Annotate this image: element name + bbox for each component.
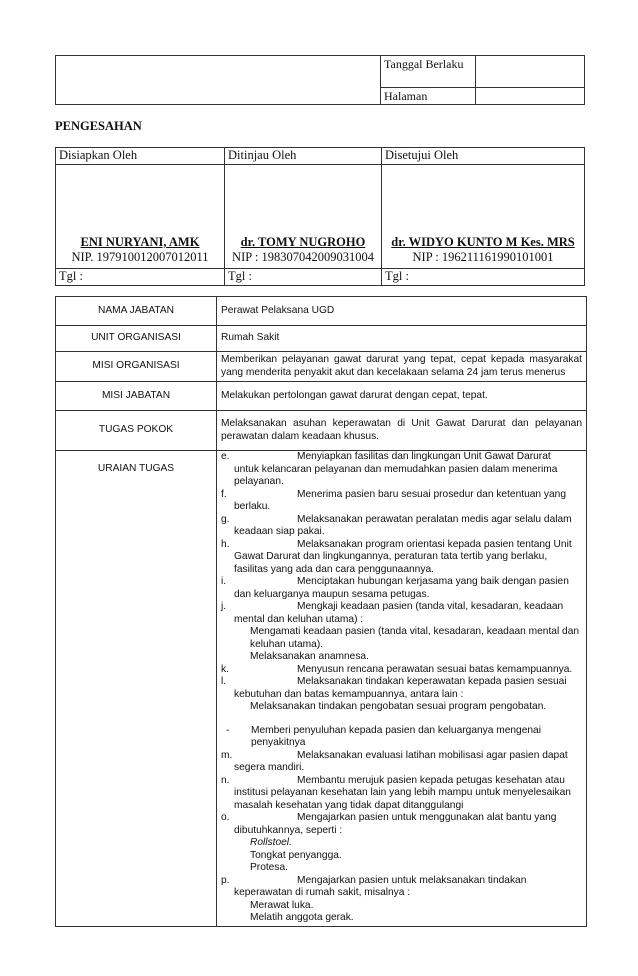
- task-letter: m.: [221, 749, 233, 761]
- task-first-line: Menyusun rencana perawatan sesuai batas kemampuannya.: [297, 663, 573, 675]
- task-first-line: Menyiapkan fasilitas dan lingkungan Unit Gawat Darurat: [297, 451, 551, 462]
- task-letter: p.: [221, 874, 230, 886]
- task-item-k: [221, 664, 582, 677]
- preparer-date: Tgl :: [56, 269, 225, 286]
- approver-name: dr. WIDYO KUNTO M Kes. MRS: [391, 235, 575, 249]
- task-first-line: Mengkaji keadaan pasien (tanda vital, kesadaran, keadaan: [297, 601, 564, 612]
- task-continuation: kebutuhan dan batas kemampuannya, antara lain :: [234, 688, 464, 700]
- reviewer-signature-block: [225, 165, 382, 269]
- misi-jabatan-label: MISI JABATAN: [56, 382, 217, 411]
- tanggal-berlaku-label: Tanggal Berlaku: [381, 56, 476, 88]
- task-subitem: Melaksanakan anamnesa.: [250, 651, 369, 662]
- task-subitem: Melatih anggota gerak.: [250, 912, 354, 923]
- task-item-m: [221, 750, 582, 775]
- task-item-o: [221, 812, 582, 875]
- task-letter: h.: [221, 538, 230, 550]
- task-item-l: [221, 676, 582, 750]
- task-first-line: Mengajarkan pasien untuk menggunakan alat bantu yang: [297, 812, 557, 823]
- task-item-f: [221, 489, 582, 514]
- approver-signature-block: [382, 165, 585, 269]
- task-continuation: keperawatan di rumah sakit, misalnya :: [234, 887, 411, 898]
- misi-organisasi-value: Memberikan pelayanan gawat darurat yang tepat, cepat kepada masyarakat yang menderita penyakit akut dan kecelakaan selama 24 jam terus menerus: [217, 352, 587, 382]
- task-first-line: Melaksanakan program orientasi kepada pasien tentang Unit: [297, 538, 572, 550]
- task-letter: j.: [221, 601, 227, 612]
- reviewed-by-header: Ditinjau Oleh: [225, 148, 382, 165]
- task-continuation: dan keluarganya maupun sesama petugas.: [234, 588, 430, 600]
- task-bullet-subitem: [221, 725, 582, 750]
- task-item-p: [221, 875, 582, 925]
- task-continuation: mental dan keluhan utama) :: [234, 613, 364, 625]
- task-continuation: segera mandiri.: [234, 762, 305, 773]
- task-continuation: institusi pelayanan kesehatan lain yang lebih mampu untuk menyelesaikan masalah kesehatan yang tidak dapat ditanggulangi: [234, 787, 571, 811]
- prepared-by-header: Disiapkan Oleh: [56, 148, 225, 165]
- task-first-line: Mengajarkan pasien untuk melaksanakan tindakan: [297, 874, 527, 886]
- task-letter: k.: [221, 663, 229, 675]
- unit-organisasi-value: Rumah Sakit: [217, 326, 587, 352]
- nama-jabatan-label: NAMA JABATAN: [56, 297, 217, 326]
- task-continuation: untuk kelancaran pelayanan dan memudahkan pasien dalam menerima pelayanan.: [234, 463, 558, 487]
- task-letter: g.: [221, 513, 230, 525]
- task-first-line: Menciptakan hubungan kerjasama yang baik dengan pasien: [297, 576, 569, 587]
- uraian-tugas-content: [217, 451, 587, 927]
- task-subitem: Memberi penyuluhan kepada pasien dan keluarganya mengenai penyakitnya: [251, 724, 541, 748]
- uraian-tugas-label: URAIAN TUGAS: [56, 451, 217, 927]
- task-continuation: berlaku.: [234, 501, 271, 512]
- task-letter: e.: [221, 451, 230, 462]
- task-first-line: Menerima pasien baru sesuai prosedur dan ketentuan yang: [297, 488, 567, 500]
- task-item-h: [221, 539, 582, 577]
- preparer-nip: NIP. 197910012007012011: [71, 250, 209, 264]
- reviewer-nip: NIP : 198307042009031004: [232, 250, 374, 264]
- task-first-line: Melaksanakan evaluasi latihan mobilisasi agar pasien dapat: [297, 749, 568, 761]
- approver-date: Tgl :: [382, 269, 585, 286]
- task-continuation: keadaan siap pakai.: [234, 526, 325, 537]
- task-letter: i.: [221, 576, 227, 587]
- task-subitem: Mengamati keadaan pasien (tanda vital, kesadaran, keadaan mental dan keluhan utama).: [250, 626, 580, 650]
- halaman-value: [476, 88, 585, 105]
- dash-marker: -: [226, 724, 230, 736]
- reviewer-name: dr. TOMY NUGROHO: [240, 235, 366, 249]
- tugas-pokok-value: Melaksanakan asuhan keperawatan di Unit Gawat Darurat dan pelayanan perawatan dalam keadaan khusus.: [217, 411, 587, 451]
- preparer-signature-block: [56, 165, 225, 269]
- task-subitem: Tongkat penyangga.: [250, 849, 342, 861]
- task-item-i: [221, 576, 582, 601]
- tugas-pokok-label: TUGAS POKOK: [56, 411, 217, 451]
- approved-by-header: Disetujui Oleh: [382, 148, 585, 165]
- preparer-name: ENI NURYANI, AMK: [80, 235, 200, 249]
- task-first-line: Membantu merujuk pasien kepada petugas kesehatan atau: [297, 774, 565, 786]
- task-letter: f.: [221, 488, 227, 500]
- job-description-table: [55, 296, 587, 927]
- task-subitem: Merawat luka.: [250, 899, 314, 911]
- task-letter: n.: [221, 774, 230, 786]
- header-blank-cell: [56, 56, 381, 105]
- task-item-g: [221, 514, 582, 539]
- task-letter: o.: [221, 812, 230, 823]
- task-item-n: [221, 775, 582, 813]
- reviewer-date: Tgl :: [225, 269, 382, 286]
- misi-organisasi-label: MISI ORGANISASI: [56, 352, 217, 382]
- task-subitem: Rollstoel.: [250, 837, 292, 848]
- task-subitem: Protesa.: [250, 862, 288, 873]
- document-header-table: [55, 55, 585, 105]
- task-continuation: Gawat Darurat dan lingkungannya, peraturan tata tertib yang berlaku, fasilitas yang ada dan cara penggunaannya.: [234, 551, 548, 575]
- task-subitem: Melaksanakan tindakan pengobatan sesuai program pengobatan.: [250, 701, 547, 712]
- task-continuation: dibutuhkannya, seperti :: [234, 824, 343, 836]
- task-first-line: Melaksanakan perawatan peralatan medis agar selalu dalam: [297, 513, 572, 525]
- nama-jabatan-value: Perawat Pelaksana UGD: [217, 297, 587, 326]
- unit-organisasi-label: UNIT ORGANISASI: [56, 326, 217, 352]
- approver-nip: NIP : 196211161990101001: [412, 250, 554, 264]
- approval-table: [55, 147, 585, 286]
- pengesahan-title: PENGESAHAN: [55, 119, 142, 133]
- halaman-label: Halaman: [381, 88, 476, 105]
- task-item-j: [221, 601, 582, 664]
- misi-jabatan-value: Melakukan pertolongan gawat darurat dengan cepat, tepat.: [217, 382, 587, 411]
- task-first-line: Melaksanakan tindakan keperawatan kepada pasien sesuai: [297, 676, 567, 687]
- task-item-e: [221, 451, 582, 489]
- tanggal-berlaku-value: [476, 56, 585, 88]
- task-letter: l.: [221, 676, 227, 687]
